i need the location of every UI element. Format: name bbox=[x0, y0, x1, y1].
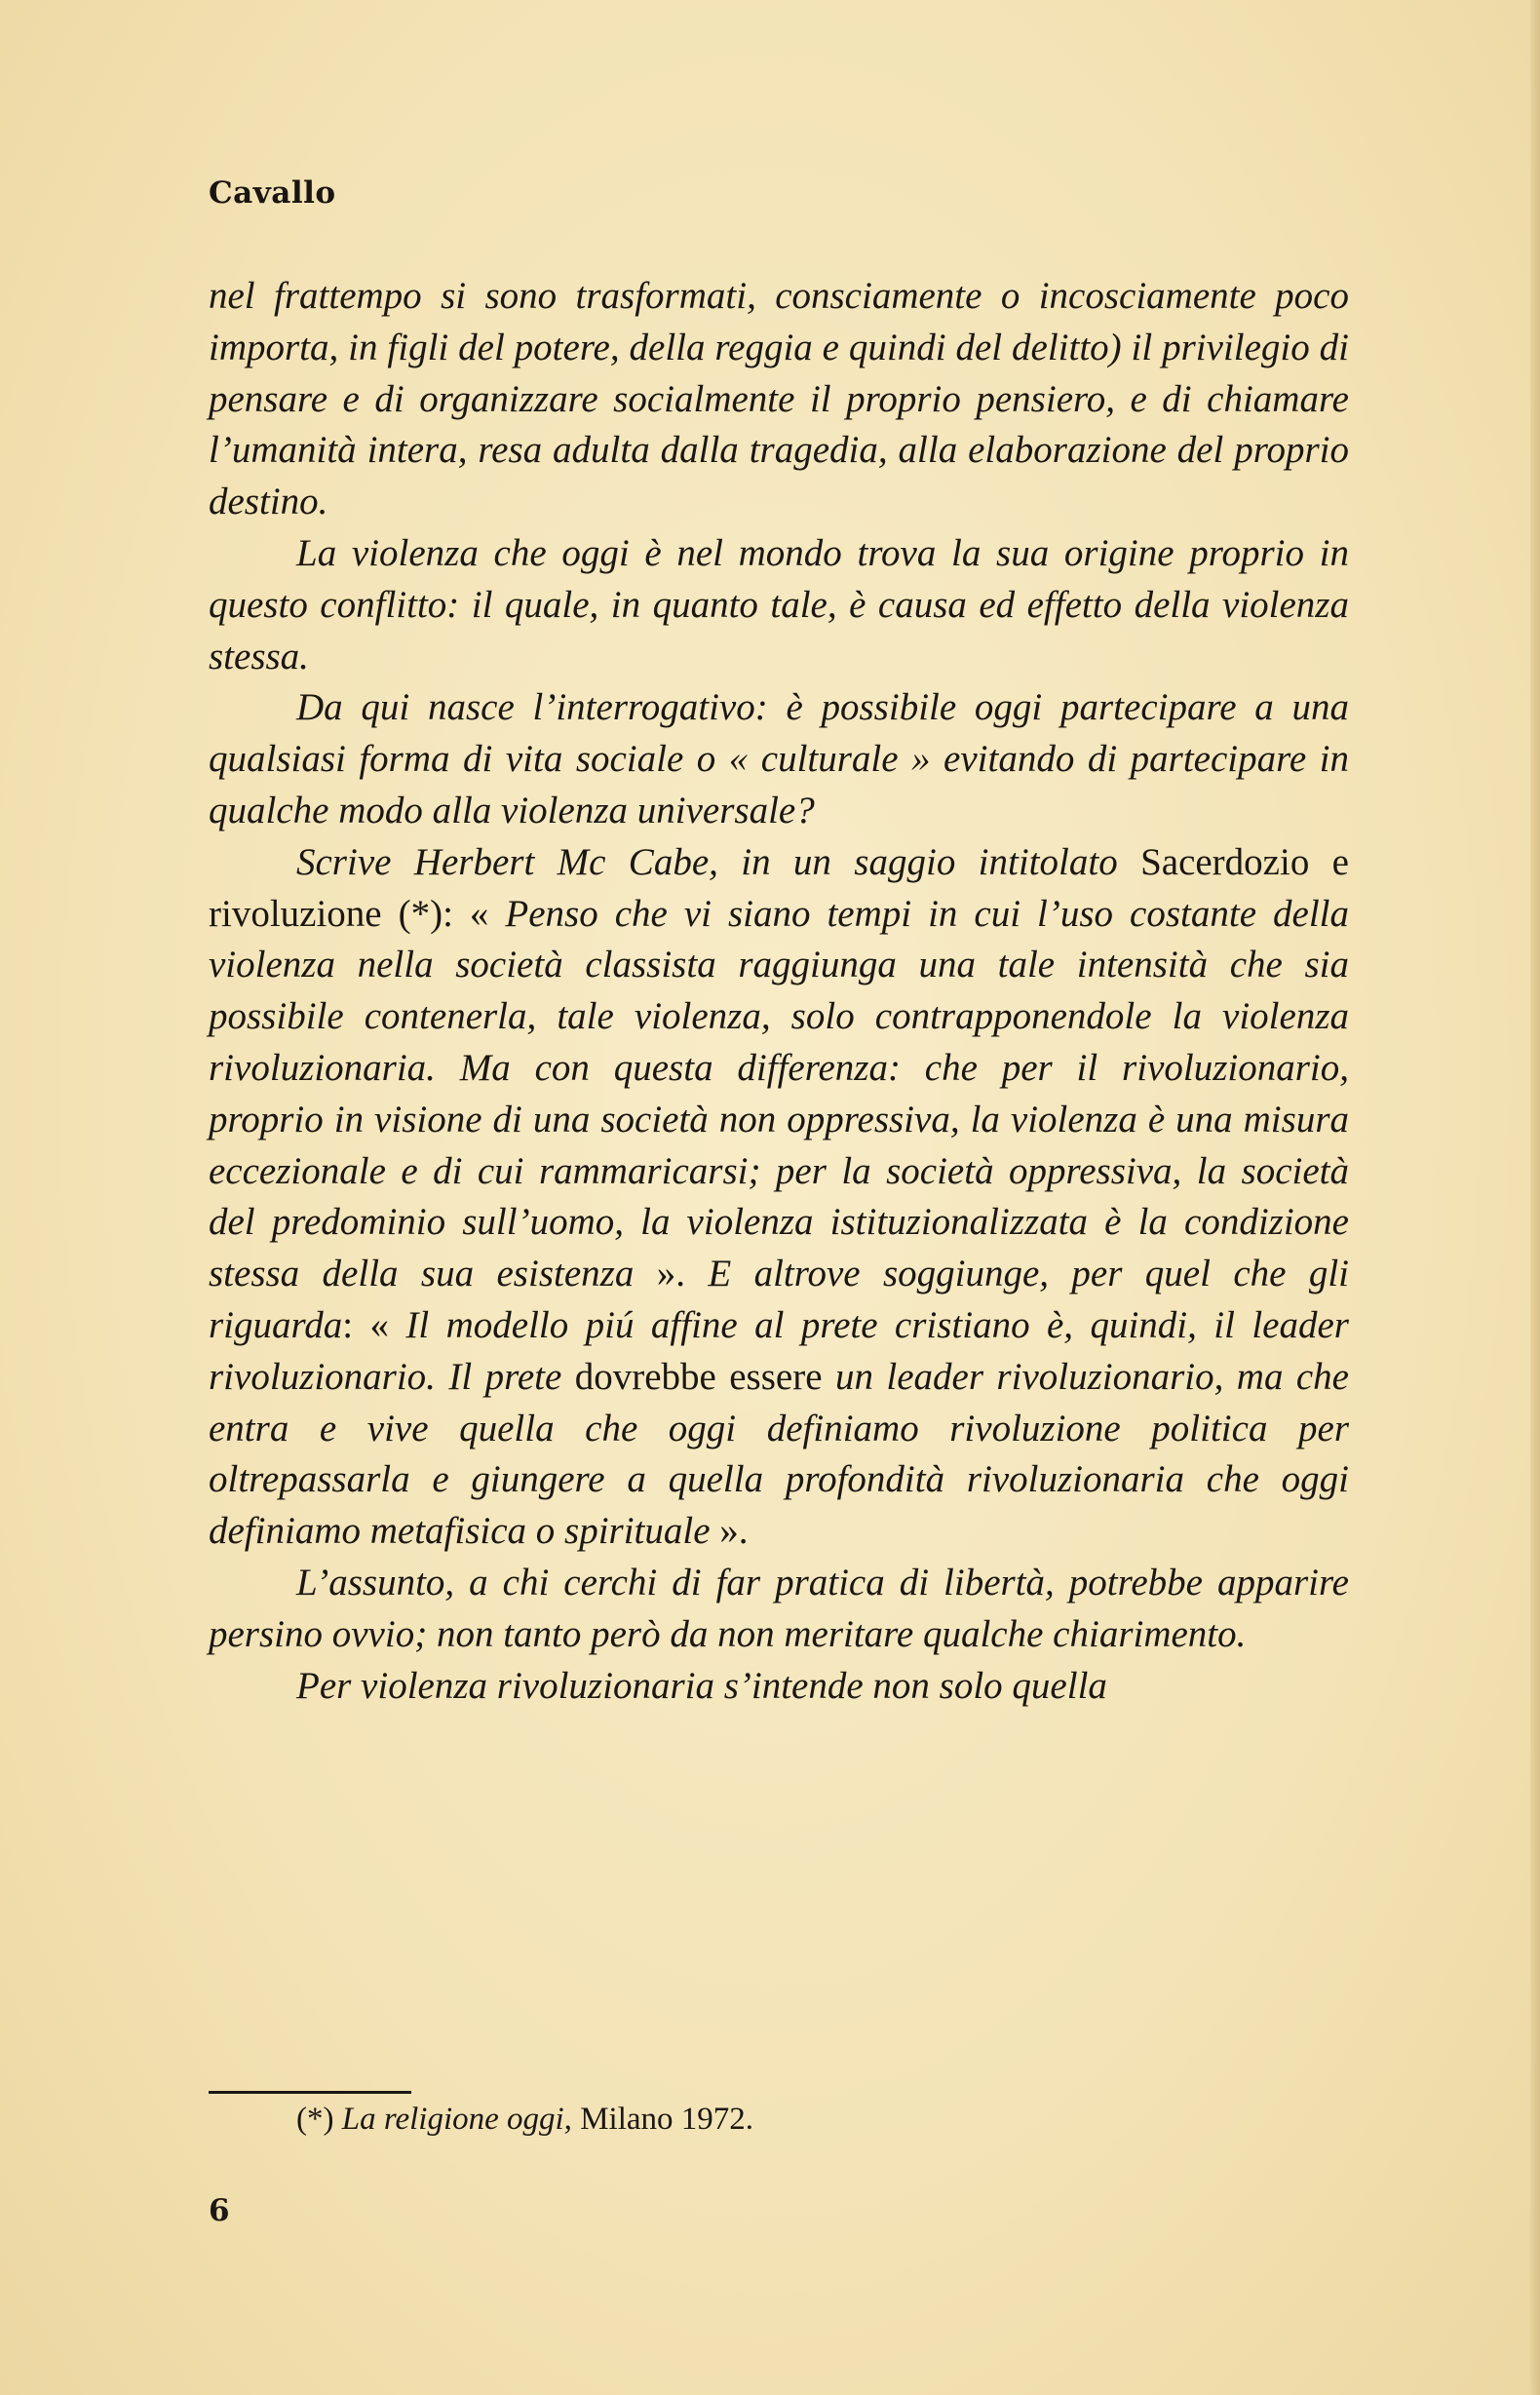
p4-book-title: Sacerdozio e rivoluzione (*): « bbox=[209, 840, 1349, 935]
footnote-marker: (*) bbox=[296, 2102, 342, 2137]
p4-quote-open-2: : « bbox=[342, 1303, 406, 1346]
p4-quote-close-2: ». bbox=[710, 1510, 749, 1553]
footnote bbox=[296, 2102, 753, 2138]
page-number: 6 bbox=[209, 2193, 230, 2228]
paragraph-1: nel frattempo si sono trasformati, consciamente o incosciamente poco importa, in figli del potere, della reggia e quindi del delitto) il privilegio di pensare e di organizzare socialmente il proprio pensiero, e di chiamare l’umanità intera, resa adulta dalla tragedia, alla elaborazione del proprio destino. bbox=[209, 275, 1349, 523]
paragraph-6: Per violenza rivoluzionaria s’intende non solo quella bbox=[296, 1664, 1107, 1707]
p4-quote-3: un leader rivoluzionario, ma che entra e vive quella che oggi definiamo rivoluzione politica per oltrepassarla e giungere a quella profondità rivoluzionaria che oggi definiamo metafisica o spirituale bbox=[209, 1355, 1349, 1553]
body-text bbox=[209, 271, 1349, 1712]
footnote-title: La religione oggi, bbox=[341, 2102, 572, 2137]
paragraph-2: La violenza che oggi è nel mondo trova la sua origine proprio in questo conflitto: il quale, in quanto tale, è causa ed effetto della violenza stessa. bbox=[209, 531, 1349, 677]
p4-quote-1: Penso che vi siano tempi in cui l’uso costante della violenza nella società classista raggiunga una tale intensità che sia possibile contenerla, tale violenza, solo contrapponendole la violenza rivoluzionaria. Ma con questa differenza: che per il rivoluzionario, proprio in visione di una società non oppressiva, la violenza è una misura eccezionale e di cui rammaricarsi; per la società oppressiva, la società del predominio sull’uomo, la violenza istituzionalizzata è la condizione stessa della sua esistenza bbox=[209, 892, 1349, 1295]
p4-quote-close-1: ». bbox=[634, 1253, 709, 1295]
page-edge bbox=[1530, 0, 1540, 2395]
p4-quote-2: Il modello piú affine al prete cristiano è, quindi, il leader rivoluzionario. Il prete bbox=[209, 1303, 1349, 1398]
p4-roman-insert: dovrebbe essere bbox=[561, 1355, 835, 1398]
running-head: Cavallo bbox=[209, 175, 336, 211]
paragraph-5: L’assunto, a chi cerchi di far pratica di libertà, potrebbe apparire persino ovvio; non tanto però da non meritare qualche chiarimento. bbox=[209, 1561, 1349, 1655]
footnote-rule bbox=[209, 2091, 411, 2094]
p4-connector: E altrove soggiunge, per quel che gli riguarda bbox=[209, 1253, 1350, 1346]
p4-intro: Scrive Herbert Mc Cabe, in un saggio intitolato bbox=[296, 840, 1141, 883]
footnote-rest: Milano 1972. bbox=[571, 2102, 754, 2137]
paragraph-4 bbox=[209, 837, 1349, 1558]
paragraph-3: Da qui nasce l’interrogativo: è possibile oggi partecipare a una qualsiasi forma di vita sociale o « culturale » evitando di partecipare in qualche modo alla violenza universale? bbox=[209, 686, 1349, 831]
